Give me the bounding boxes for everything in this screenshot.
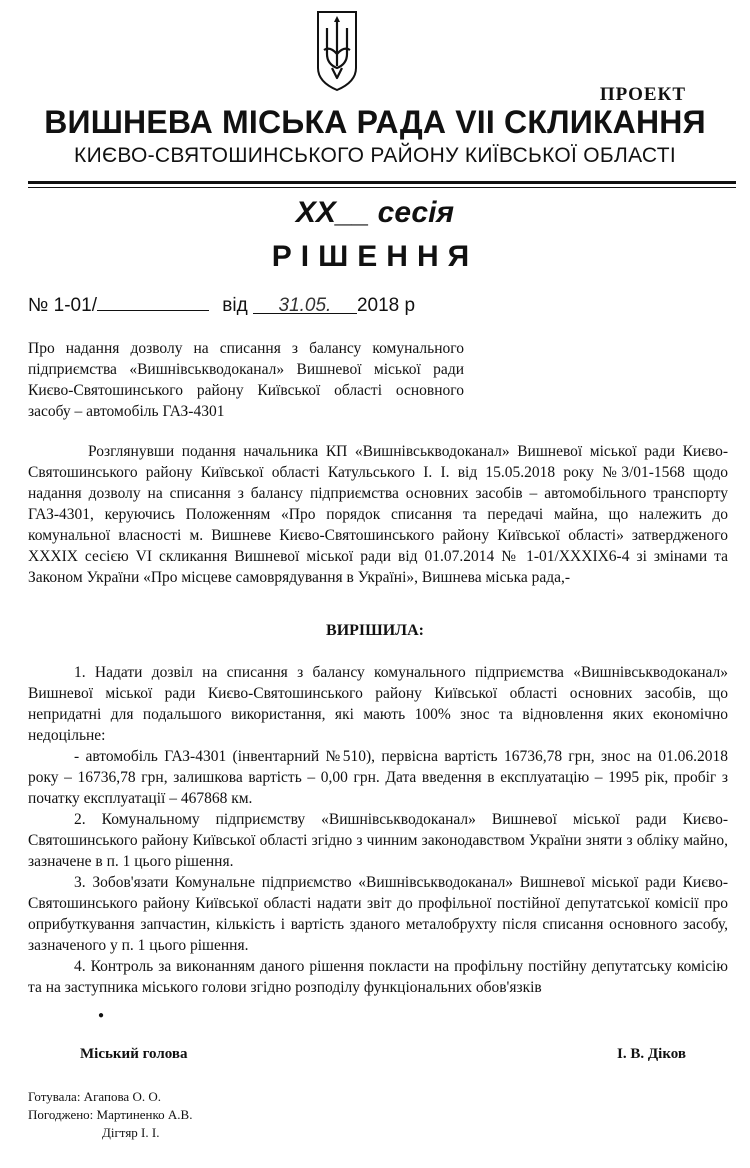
- district-subtitle: КИЄВО-СВЯТОШИНСЬКОГО РАЙОНУ КИЇВСЬКОЇ ОБЛАСТІ: [74, 144, 676, 167]
- agreed-by-second: Дігтяр І. І.: [102, 1125, 160, 1140]
- trident-emblem-icon: [316, 10, 358, 92]
- council-title: ВИШНЕВА МІСЬКА РАДА VII СКЛИКАННЯ: [44, 104, 706, 140]
- document-from-label: від: [222, 295, 248, 316]
- decision-item: 3. Зобов'язати Комунальне підприємство «Вишнівськводоканал» Вишневої міської ради Києво-Святошинського району Київської області надати звіт до профільної постійної депутатської комісії про оприбуткування запчастин, кількість і вартість зданого металобрухту після списання основного засобу, зазначеного у п. 1 цього рішення.: [28, 874, 728, 954]
- number-blank: [97, 292, 209, 311]
- signature-name: І. В. Діков: [616, 1046, 686, 1062]
- decision-item: 4. Контроль за виконанням даного рішення покласти на профільну постійну депутатську комісію та на заступника міського голови згідно розподілу функціональних обов'язків: [28, 958, 728, 996]
- signature-title: Міський голова: [80, 1046, 188, 1062]
- header-divider-thin: [28, 187, 736, 188]
- decision-title: РІШЕННЯ: [271, 240, 479, 273]
- document-year: 2018 р: [356, 295, 416, 316]
- header-divider-thick: [28, 181, 736, 184]
- decision-preamble: Розглянувши подання начальника КП «Вишнівськводоканал» Вишневої міської ради Києво-Святошинського району Київської області Катульського І. І. від 15.05.2018 року №3/01-1568 щодо надання дозволу на списання з балансу підприємства основних засобів – автомобільного транспорту ГАЗ-4301, керуючись Положенням «Про порядок списання та передачі майна, що належить до комунальної власності м. Вишневе Києво-Святошинського району Київської області» затвердженого XXXIX сесією VI скликання Вишневої міської ради від 01.07.2014 № 1-01/XXXIX6-4 зі змінами та Законом України «Про місцеве самоврядування в Україні», Вишнева міська рада,-: [28, 443, 728, 586]
- resolved-heading: ВИРІШИЛА:: [326, 622, 424, 639]
- decision-subject: Про надання дозволу на списання з балансу комунального підприємства «Вишнівськводоканал» Вишневої міської ради Києво-Святошинського району Київської області основного засобу – автомобіль ГАЗ-4301: [28, 340, 464, 420]
- document-number-prefix: № 1-01/: [28, 295, 97, 316]
- agreed-by: Погоджено: Мартиненко А.В.: [28, 1107, 193, 1122]
- prepared-by: Готувала: Агапова О. О.: [28, 1089, 161, 1104]
- decision-item: 1. Надати дозвіл на списання з балансу комунального підприємства «Вишнівськводоканал» Вишневої міської ради Києво-Святошинського району Київської області основних засобів, що непридатні для подальшого використання, які мають 100% знос та відновлення яких економічно недоцільне:: [28, 664, 728, 744]
- decision-item: 2. Комунальному підприємству «Вишнівськводоканал» Вишневої міської ради Києво-Святошинського району Київської області згідно з чинним законодавством України зняти з обліку майно, зазначене в п. 1 цього рішення.: [28, 811, 728, 870]
- session-title: XX__ сесія: [295, 196, 455, 229]
- decision-items: [28, 662, 728, 998]
- ink-mark: ●: [98, 1010, 105, 1021]
- project-stamp: ПРОЕКТ: [599, 84, 686, 105]
- document-number-line: [28, 292, 415, 317]
- document-date-handwritten: 31.05.: [253, 295, 357, 314]
- decision-subitem: - автомобіль ГАЗ-4301 (інвентарний №510), первісна вартість 16736,78 грн, знос на 01.06.2018 року – 16736,78 грн, залишкова вартість – 0,00 грн. Дата введення в експлуатацію – 1995 рік, пробіг з початку експлуатації – 467868 км.: [28, 748, 728, 807]
